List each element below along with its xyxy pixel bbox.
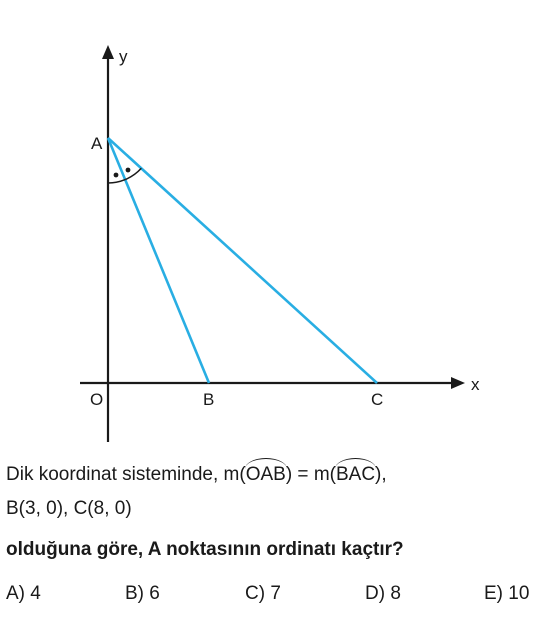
segment-ab — [108, 138, 209, 383]
option-a[interactable]: A) 4 — [6, 583, 41, 604]
y-axis-arrowhead — [102, 45, 114, 59]
option-b[interactable]: B) 6 — [125, 583, 160, 604]
point-label-b: B — [203, 390, 215, 409]
equals-sign: = — [292, 464, 314, 485]
angle-oab: OAB — [245, 464, 286, 485]
x-axis-label: x — [471, 375, 480, 394]
problem-statement-line-1: Dik koordinat sisteminde, m(OAB) = m(BAC), — [6, 464, 387, 485]
statement-suffix: , — [381, 464, 387, 485]
measure-symbol-2: m — [313, 464, 330, 485]
segment-ac — [108, 138, 377, 383]
problem-statement-line-2: B(3, 0), C(8, 0) — [6, 498, 132, 519]
angle-bac: BAC — [335, 464, 376, 485]
answer-options — [6, 583, 546, 609]
measure-symbol-1: m — [223, 464, 240, 485]
angle-mark-oab — [114, 173, 119, 178]
y-axis-label: y — [119, 47, 128, 66]
point-label-o: O — [90, 390, 104, 409]
option-c[interactable]: C) 7 — [245, 583, 281, 604]
question-text: olduğuna göre, A noktasının ordinatı kaçtır? — [6, 539, 404, 560]
option-d[interactable]: D) 8 — [365, 583, 401, 604]
statement-prefix: Dik koordinat sisteminde, — [6, 464, 224, 485]
point-label-c: C — [371, 390, 384, 409]
point-label-a: A — [91, 134, 103, 153]
x-axis-arrowhead — [451, 377, 465, 389]
angle-arc-oab — [108, 180, 125, 183]
angle-mark-bac — [126, 168, 131, 173]
option-e[interactable]: E) 10 — [484, 583, 530, 604]
